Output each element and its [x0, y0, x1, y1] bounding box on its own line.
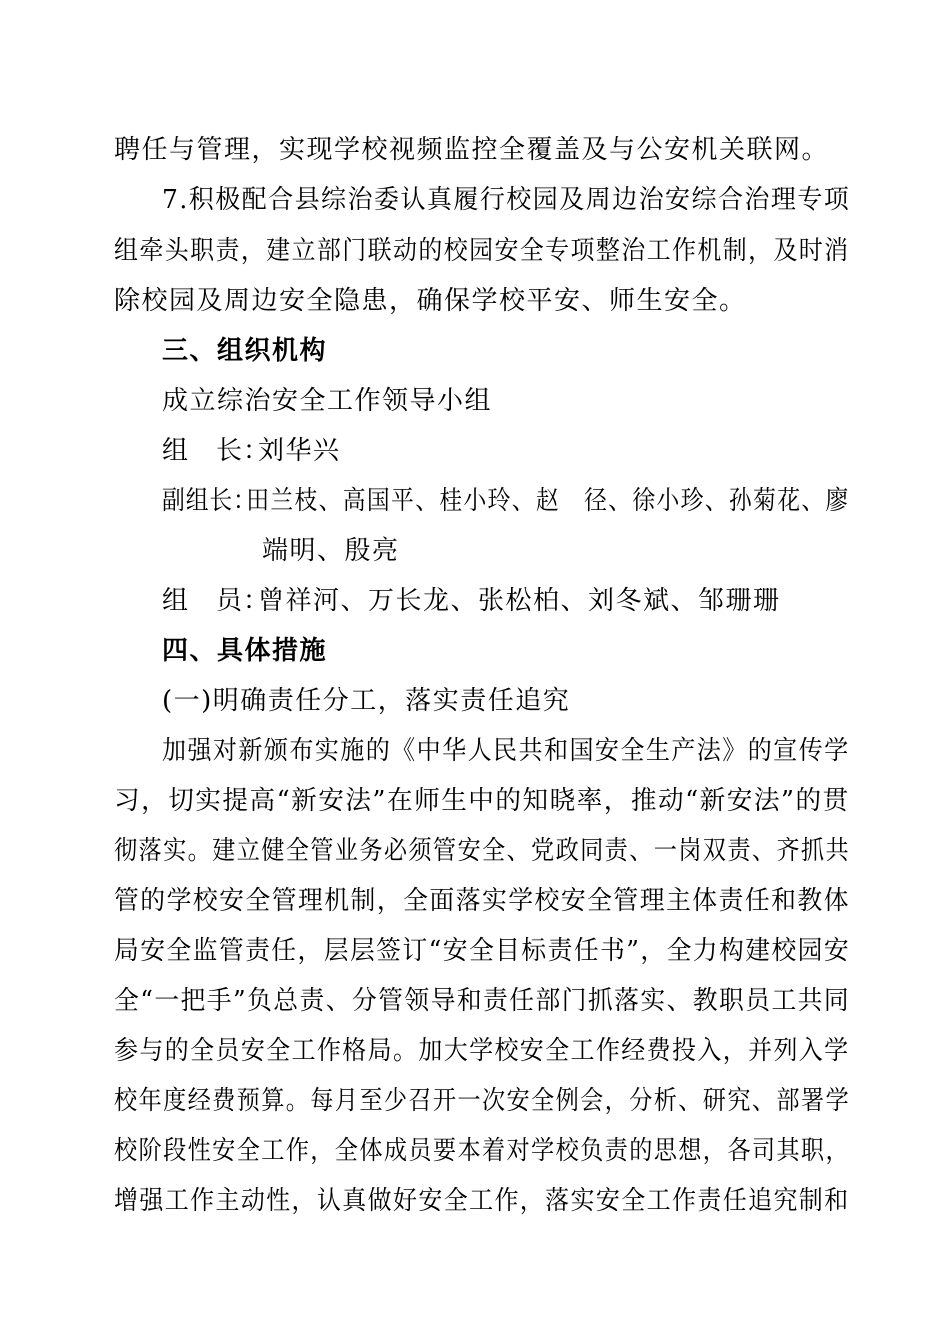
leader-label: 组 长： [162, 436, 271, 466]
paragraph-line: 校年度经费预算。每月至少召开一次安全例会，分析、研究、部署学 [114, 1086, 850, 1116]
paragraph-line: 习，切实提高“新安法”在师生中的知晓率，推动“新安法”的贯 [114, 786, 850, 816]
paragraph-line: 参与的全员安全工作格局。加大学校安全工作经费投入，并列入学 [114, 1036, 850, 1066]
deputy-names: 田兰枝、高国平、桂小玲、赵 径、徐小珍、孙菊花、廖 [246, 486, 850, 516]
deputy-row [162, 484, 850, 518]
subsection-heading: (一)明确责任分工，落实责任追究 [162, 686, 571, 716]
paragraph-line: 全“一把手”负总责、分管领导和责任部门抓落实、教职员工共同 [114, 986, 851, 1016]
section-heading: 三、组织机构 [162, 336, 328, 366]
group-title: 成立综治安全工作领导小组 [162, 386, 493, 416]
paragraph-line: 彻落实。建立健全管业务必须管安全、党政同责、一岗双责、齐抓共 [114, 836, 850, 866]
leader-row [162, 434, 341, 468]
section-heading: 四、具体措施 [162, 636, 328, 666]
paragraph-line: 加强对新颁布实施的《中华人民共和国安全生产法》的宣传学 [162, 736, 850, 766]
member-label: 组 员： [162, 586, 271, 616]
leader-names: 刘华兴 [258, 436, 341, 466]
paragraph-line: 管的学校安全管理机制，全面落实学校安全管理主体责任和教体 [114, 886, 850, 916]
paragraph-line: 增强工作主动性，认真做好安全工作，落实安全工作责任追究制和 [114, 1186, 850, 1216]
body-text-line: 组牵头职责，建立部门联动的校园安全专项整治工作机制，及时消 [114, 236, 850, 266]
paragraph-line: 局安全监管责任，层层签订“安全目标责任书”，全力构建校园安 [114, 936, 851, 966]
body-text-line: 除校园及周边安全隐患，确保学校平安、师生安全。 [114, 286, 747, 316]
member-row [162, 584, 781, 618]
body-text-line: 聘任与管理，实现学校视频监控全覆盖及与公安机关联网。 [114, 135, 830, 165]
deputy-names-continued: 端明、殷亮 [262, 536, 400, 566]
paragraph-line: 校阶段性安全工作，全体成员要本着对学校负责的思想，各司其职， [114, 1136, 850, 1166]
member-names: 曾祥河、万长龙、张松柏、刘冬斌、邹珊珊 [258, 586, 781, 616]
deputy-label: 副组长： [162, 486, 257, 516]
body-text-line: 7.积极配合县综治委认真履行校园及周边治安综合治理专项 [162, 185, 851, 215]
